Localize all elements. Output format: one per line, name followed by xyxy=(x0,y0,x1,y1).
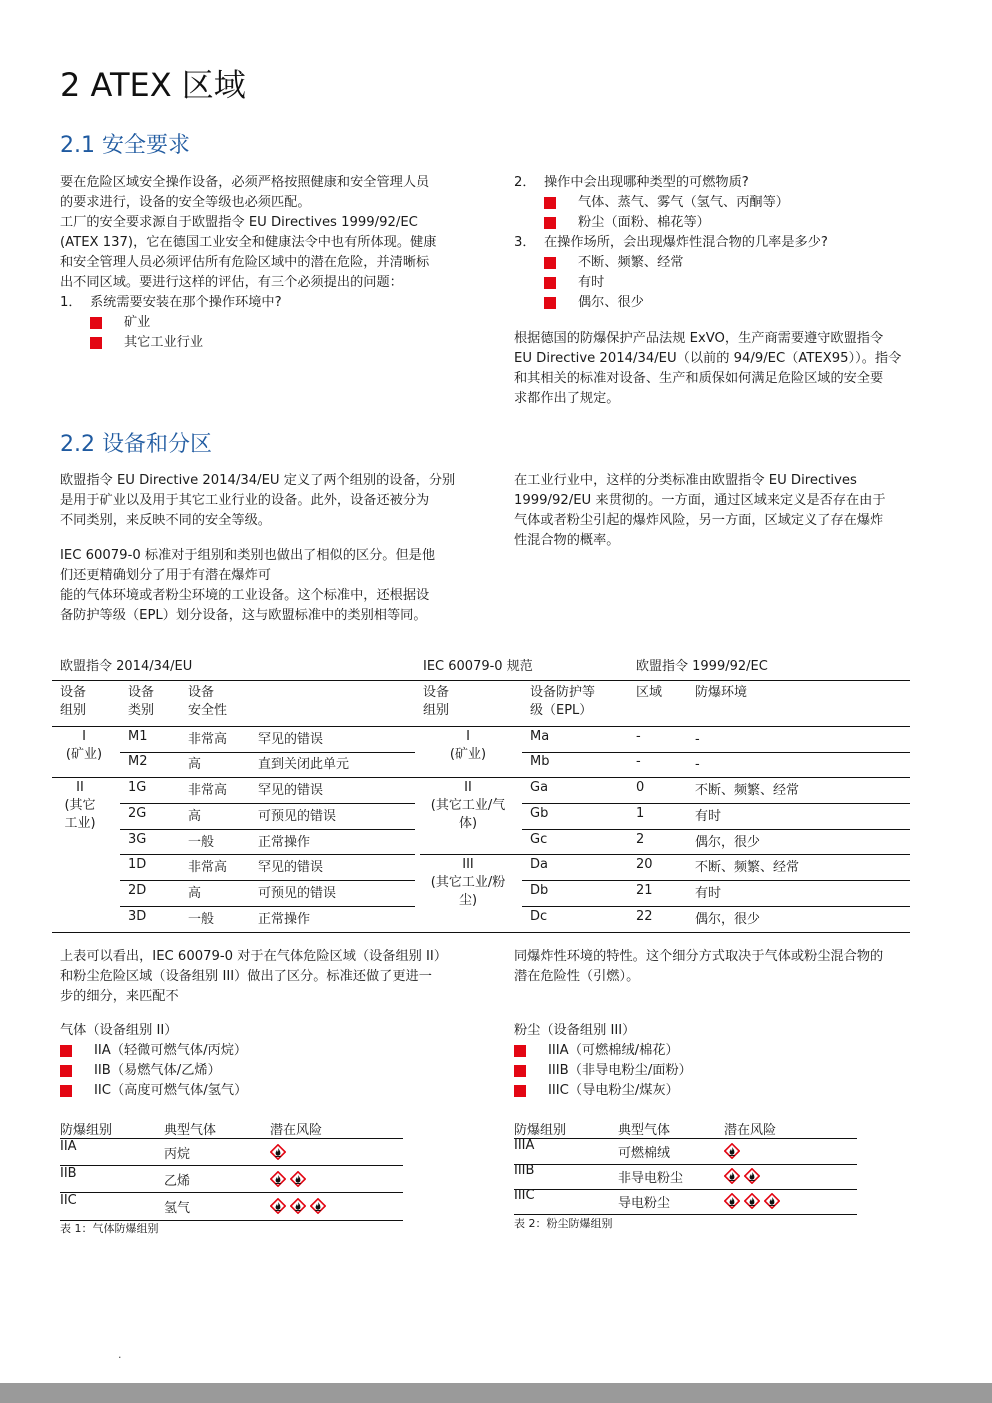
table-rule xyxy=(522,829,910,830)
footer-bar xyxy=(0,1383,992,1403)
header-epl: 设备防护等 级（EPL） xyxy=(530,685,596,718)
section-heading-2-2: 2.2 设备和分区 xyxy=(60,432,212,457)
cell-substance: 乙烯 xyxy=(164,1174,191,1189)
header-iec-group: 设备 组别 xyxy=(423,685,450,718)
cell-risk xyxy=(724,1143,744,1159)
cell-epl: Da xyxy=(530,857,548,872)
cell-environment: 有时 xyxy=(695,809,722,824)
cell-epl: Mb xyxy=(530,754,550,769)
group-label-ii: II (其它 工业) xyxy=(64,780,96,831)
cell-zone: 21 xyxy=(636,883,653,898)
cell-safety: 一般 xyxy=(188,835,215,850)
cell-fault: 罕见的错误 xyxy=(258,860,324,875)
cell-substance: 可燃棉绒 xyxy=(618,1146,671,1161)
table-rule xyxy=(120,803,415,804)
flame-hazard-icon xyxy=(744,1193,760,1209)
cell-zone: 1 xyxy=(636,806,645,821)
table-rule xyxy=(60,1192,403,1193)
text-line: 是用于矿业以及用于其它工业行业的设备。此外，设备还被分为 xyxy=(60,493,430,508)
dust-table-caption: 表 2：粉尘防爆组别 xyxy=(514,1217,613,1230)
list-item: 矿业 xyxy=(60,313,480,333)
text-line: 和其相关的标准对设备、生产和质保如何满足危险区域的安全要 xyxy=(514,371,884,386)
cell-safety: 非常高 xyxy=(188,860,228,875)
flame-hazard-icon xyxy=(290,1198,306,1214)
cell-category: 2G xyxy=(128,806,147,821)
red-square-bullet-icon xyxy=(514,1065,526,1077)
text-line: 根据德国的防爆保护产品法规 ExVO，生产商需要遵守欧盟指令 xyxy=(514,331,884,346)
table-label-eu: 欧盟指令 2014/34/EU xyxy=(60,659,193,674)
list-item: IIIA（可燃棉绒/棉花） xyxy=(514,1041,894,1061)
cell-group: IIC xyxy=(60,1193,77,1208)
table-rule xyxy=(120,854,415,855)
dust-table xyxy=(514,1118,859,1228)
text-line: (ATEX 137)，它在德国工业安全和健康法令中也有所体现。健康 xyxy=(60,235,437,250)
table-rule xyxy=(522,803,910,804)
table-rule xyxy=(120,906,415,907)
dust-header-risk: 潜在风险 xyxy=(724,1123,777,1138)
dust-group-list xyxy=(514,1021,894,1101)
table-rule xyxy=(514,1189,857,1190)
list-number: 3． xyxy=(514,235,536,250)
table-rule xyxy=(52,932,910,933)
group-label-i: I (矿业) xyxy=(65,729,103,762)
red-square-bullet-icon xyxy=(514,1085,526,1097)
flame-hazard-icon xyxy=(724,1143,740,1159)
table-rule xyxy=(60,1165,403,1166)
cell-zone: 20 xyxy=(636,857,653,872)
list-item: 气体、蒸气、雾气（氢气、丙酮等） xyxy=(514,193,954,213)
flame-hazard-icon xyxy=(724,1193,740,1209)
cell-safety: 高 xyxy=(188,886,202,901)
cell-safety: 高 xyxy=(188,809,202,824)
cell-risk xyxy=(270,1198,330,1214)
cell-safety: 高 xyxy=(188,757,202,772)
red-square-bullet-icon xyxy=(60,1045,72,1057)
table-rule xyxy=(52,777,910,778)
gas-table-caption: 表 1：气体防爆组别 xyxy=(60,1222,159,1235)
cell-epl: Ga xyxy=(530,780,549,795)
iec-group-label-iii: III (其它工业/粉 尘) xyxy=(430,857,506,908)
text-line: 的要求进行，设备的安全等级也必须匹配。 xyxy=(60,195,311,210)
gas-list-title: 气体（设备组别 II） xyxy=(60,1023,178,1038)
question-text: 系统需要安装在那个操作环境中? xyxy=(90,295,282,310)
cell-epl: Dc xyxy=(530,909,548,924)
flame-hazard-icon xyxy=(310,1198,326,1214)
cell-group: IIIC xyxy=(514,1188,535,1203)
cell-substance: 导电粉尘 xyxy=(618,1196,671,1211)
text-line: 要在危险区域安全操作设备，必须严格按照健康和安全管理人员 xyxy=(60,175,430,190)
cell-fault: 可预见的错误 xyxy=(258,809,337,824)
flame-hazard-icon xyxy=(724,1168,740,1184)
gas-header-group: 防爆组别 xyxy=(60,1123,113,1138)
table-rule xyxy=(522,880,910,881)
table-rule xyxy=(522,752,910,753)
text-line: 欧盟指令 EU Directive 2014/34/EU 定义了两个组别的设备，分别 xyxy=(60,473,456,488)
cell-environment: 不断、频繁、经常 xyxy=(695,783,800,798)
list-item: 偶尔、很少 xyxy=(514,293,954,313)
text-line: 在工业行业中，这样的分类标准由欧盟指令 EU Directives xyxy=(514,473,857,488)
cell-environment: - xyxy=(695,757,700,772)
cell-category: 3D xyxy=(128,909,147,924)
cell-zone: 22 xyxy=(636,909,653,924)
dust-header-substance: 典型气体 xyxy=(618,1123,671,1138)
cell-fault: 正常操作 xyxy=(258,912,311,927)
cell-group: IIIA xyxy=(514,1138,535,1153)
footer-dot: . xyxy=(118,1348,122,1361)
cell-risk xyxy=(724,1168,764,1184)
cell-category: 1G xyxy=(128,780,147,795)
cell-group: IIIB xyxy=(514,1163,535,1178)
cell-substance: 非导电粉尘 xyxy=(618,1171,684,1186)
header-safety: 设备 安全性 xyxy=(188,685,228,718)
text-line: 和粉尘危险区域（设备组别 III）做出了区分。标准还做了更进一 xyxy=(60,969,432,984)
dust-header-group: 防爆组别 xyxy=(514,1123,567,1138)
text-line: IEC 60079-0 标准对于组别和类别也做出了相似的区分。但是他 xyxy=(60,548,436,563)
after-left-paragraph xyxy=(60,947,447,1007)
cell-safety: 非常高 xyxy=(188,732,228,747)
dust-list-title: 粉尘（设备组别 III） xyxy=(514,1023,636,1038)
cell-fault: 可预见的错误 xyxy=(258,886,337,901)
text-line: 同爆炸性环境的特性。这个细分方式取决于气体或粉尘混合物的 xyxy=(514,949,884,964)
section-heading-2-1: 2.1 安全要求 xyxy=(60,133,190,158)
after-right-paragraph xyxy=(514,947,883,987)
cell-group: IIA xyxy=(60,1139,77,1154)
table-rule xyxy=(420,854,910,855)
flame-hazard-icon xyxy=(270,1144,286,1160)
header-group: 设备 组别 xyxy=(60,685,87,718)
cell-environment: 不断、频繁、经常 xyxy=(695,860,800,875)
red-square-bullet-icon xyxy=(60,1065,72,1077)
flame-hazard-icon xyxy=(744,1168,760,1184)
cell-zone: - xyxy=(636,754,641,769)
cell-zone: - xyxy=(636,729,641,744)
text-line: 性混合物的概率。 xyxy=(514,533,620,548)
text-line: 气体或者粉尘引起的爆炸风险，另一方面，区域定义了存在爆炸 xyxy=(514,513,884,528)
cell-zone: 0 xyxy=(636,780,645,795)
table-rule xyxy=(514,1138,857,1139)
red-square-bullet-icon xyxy=(60,1085,72,1097)
list-item: 其它工业行业 xyxy=(60,333,480,353)
flame-hazard-icon xyxy=(270,1171,286,1187)
table-label-iec: IEC 60079-0 规范 xyxy=(423,659,533,674)
text-line: 不同类别，来反映不同的安全等级。 xyxy=(60,513,271,528)
header-category: 设备 类别 xyxy=(128,685,155,718)
table-rule xyxy=(52,726,910,727)
question-text: 操作中会出现哪种类型的可燃物质? xyxy=(544,175,749,190)
cell-risk xyxy=(270,1171,310,1187)
cell-category: M2 xyxy=(128,754,148,769)
text-line: 出不同区域。要进行这样的评估，有三个必须提出的问题： xyxy=(60,275,403,290)
cell-epl: Ma xyxy=(530,729,550,744)
table-rule xyxy=(52,680,910,681)
table-rule xyxy=(120,829,415,830)
table-label-eu-zone: 欧盟指令 1999/92/EC xyxy=(636,659,768,674)
list-item: IIIC（导电粉尘/煤灰） xyxy=(514,1081,894,1101)
list-item: 不断、频繁、经常 xyxy=(514,253,954,273)
cell-environment: 偶尔，很少 xyxy=(695,835,761,850)
text-line: 步的细分，来匹配不 xyxy=(60,989,179,1004)
list-number: 2． xyxy=(514,175,536,190)
cell-substance: 氢气 xyxy=(164,1201,191,1216)
gas-header-substance: 典型气体 xyxy=(164,1123,217,1138)
text-line: 求都作出了规定。 xyxy=(514,391,620,406)
cell-environment: 有时 xyxy=(695,886,722,901)
list-item: 粉尘（面粉、棉花等） xyxy=(514,213,954,233)
cell-substance: 丙烷 xyxy=(164,1147,191,1162)
text-line: 和安全管理人员必须评估所有危险区域中的潜在危险，并清晰标 xyxy=(60,255,430,270)
cell-safety: 一般 xyxy=(188,912,215,927)
cell-group: IIB xyxy=(60,1166,77,1181)
cell-environment: - xyxy=(695,732,700,747)
cell-epl: Db xyxy=(530,883,549,898)
flame-hazard-icon xyxy=(290,1171,306,1187)
flame-hazard-icon xyxy=(270,1198,286,1214)
page-title: 2 ATEX 区域 xyxy=(60,66,246,104)
text-line: 能的气体环境或者粉尘环境的工业设备。这个标准中，还根据设 xyxy=(60,588,430,603)
cell-fault: 罕见的错误 xyxy=(258,732,324,747)
cell-fault: 正常操作 xyxy=(258,835,311,850)
table-rule xyxy=(522,906,910,907)
red-square-bullet-icon xyxy=(514,1045,526,1057)
text-line: 们还更精确划分了用于有潜在爆炸可 xyxy=(60,568,271,583)
cell-epl: Gc xyxy=(530,832,548,847)
list-item: IIC（高度可燃气体/氢气） xyxy=(60,1081,440,1101)
list-item: 有时 xyxy=(514,273,954,293)
list-item: IIIB（非导电粉尘/面粉） xyxy=(514,1061,894,1081)
gas-group-list xyxy=(60,1021,440,1101)
cell-risk xyxy=(724,1193,784,1209)
text-line: EU Directive 2014/34/EU（以前的 94/9/EC（ATEX95））。指令 xyxy=(514,351,902,366)
question-text: 在操作场所，会出现爆炸性混合物的几率是多少? xyxy=(544,235,828,250)
text-line: 潜在危险性（引燃）。 xyxy=(514,969,640,984)
cell-zone: 2 xyxy=(636,832,645,847)
table-rule xyxy=(60,1138,403,1139)
flame-hazard-icon xyxy=(764,1193,780,1209)
gas-table xyxy=(60,1118,405,1228)
text-line: 上表可以看出，IEC 60079-0 对于在气体危险区域（设备组别 II） xyxy=(60,949,448,964)
table-rule xyxy=(514,1164,857,1165)
iec-group-label-ii: II (其它工业/气 体) xyxy=(430,780,506,831)
cell-environment: 偶尔，很少 xyxy=(695,912,761,927)
text-line: 工厂的安全要求源自于欧盟指令 EU Directives 1999/92/EC xyxy=(60,215,418,230)
header-environment: 防爆环境 xyxy=(695,685,748,700)
cell-category: 2D xyxy=(128,883,147,898)
cell-risk xyxy=(270,1144,290,1160)
text-line: 备防护等级（EPL）划分设备，这与欧盟标准中的类别相等同。 xyxy=(60,608,427,623)
list-number: 1． xyxy=(60,295,82,310)
table-rule xyxy=(120,880,415,881)
header-zone: 区域 xyxy=(636,685,663,700)
cell-category: 3G xyxy=(128,832,147,847)
cell-category: M1 xyxy=(128,729,148,744)
cell-fault: 直到关闭此单元 xyxy=(258,757,350,772)
list-item: IIA（轻微可燃气体/丙烷） xyxy=(60,1041,440,1061)
cell-category: 1D xyxy=(128,857,147,872)
text-line: 1999/92/EU 来贯彻的。一方面，通过区域来定义是否存在由于 xyxy=(514,493,886,508)
table-rule xyxy=(120,752,415,753)
cell-epl: Gb xyxy=(530,806,549,821)
cell-fault: 罕见的错误 xyxy=(258,783,324,798)
cell-safety: 非常高 xyxy=(188,783,228,798)
iec-group-label-i: I (矿业) xyxy=(449,729,487,762)
gas-header-risk: 潜在风险 xyxy=(270,1123,323,1138)
list-item: IIB（易燃气体/乙烯） xyxy=(60,1061,440,1081)
